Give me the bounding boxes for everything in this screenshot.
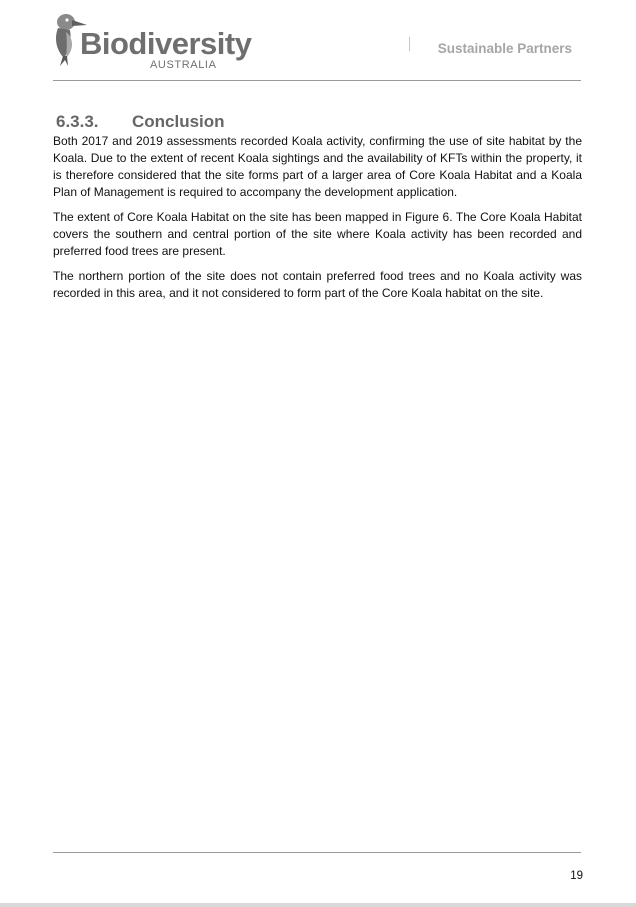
- footer-rule: [53, 852, 581, 853]
- page-number: 19: [570, 870, 583, 882]
- section-number: 6.3.3.: [56, 112, 99, 132]
- logo-country: AUSTRALIA: [150, 59, 217, 71]
- page-edge: [0, 903, 636, 907]
- paragraph: The extent of Core Koala Habitat on the site has been mapped in Figure 6. The Core Koala Habitat covers the southern and central portion of the site where Koala activity has been recorded and preferred food trees are present.: [53, 210, 582, 258]
- paragraph: The northern portion of the site does not contain preferred food trees and no Koala activity was recorded in this area, and it not considered to form part of the Core Koala habitat on the site.: [53, 269, 582, 300]
- header-divider: [409, 37, 410, 51]
- section-title: Conclusion: [132, 112, 225, 132]
- header-rule: [53, 80, 581, 81]
- biodiversity-australia-logo: [52, 12, 252, 72]
- header-tagline: Sustainable Partners: [437, 41, 572, 56]
- paragraph: Both 2017 and 2019 assessments recorded Koala activity, confirming the use of site habitat by the Koala. Due to the extent of recent Koala sightings and the availability of KFTs within the property, it is therefore considered that the site forms part of a larger area of Core Koala Habitat and a Koala Plan of Management is required to accompany the development application.: [53, 134, 582, 199]
- body-text: [53, 133, 582, 310]
- logo-wordmark: Biodiversity: [80, 26, 252, 61]
- section-heading: [56, 112, 225, 132]
